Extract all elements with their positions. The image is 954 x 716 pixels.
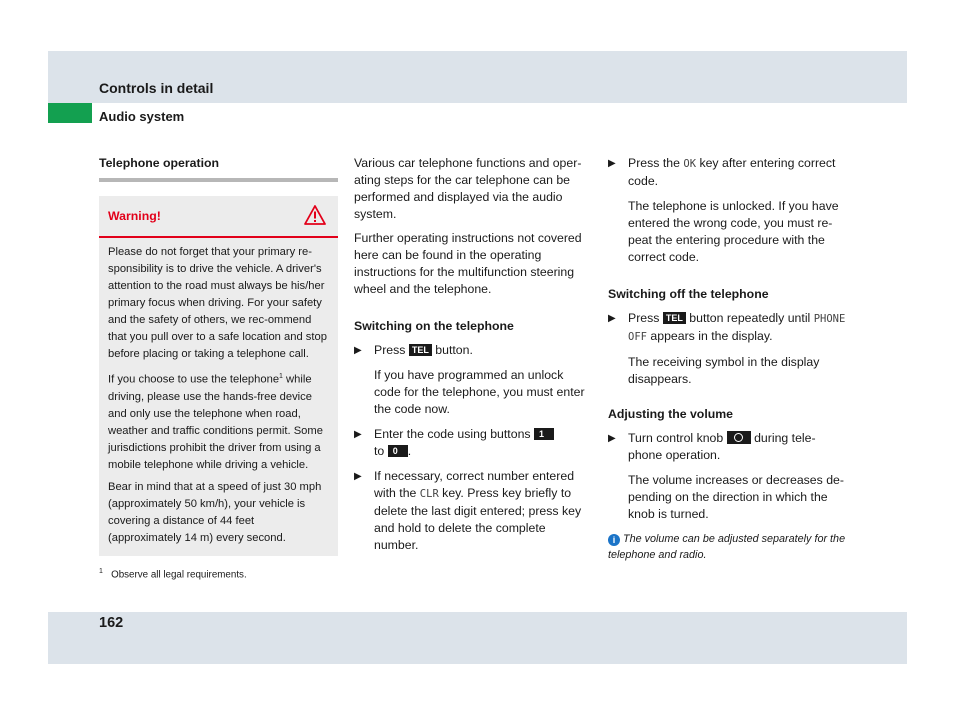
warning-text: while driving, please use the hands-free device and only use the telephone when road, weather and traffic conditions permit. Some jurisdictions prohibit the driver from using a mobile telephone while driving a vehicle. bbox=[108, 373, 323, 471]
ok-key: OK bbox=[683, 158, 697, 170]
warning-paragraph: Please do not forget that your primary re-sponsibility is to drive the vehicle. A driver's attention to the road must always be his/her primary focus when driving. For your safety and the safety of others, we rec-ommend that you pull over to a safe location and stop before placing or taking a telephone call. bbox=[108, 246, 327, 360]
switching-off-heading: Switching off the telephone bbox=[608, 287, 769, 301]
step-note: The receiving symbol in the display disappears. bbox=[628, 355, 820, 386]
display-text: PHONE OFF bbox=[628, 313, 846, 343]
warning-paragraph bbox=[108, 368, 330, 474]
intro-paragraph: Various car telephone functions and oper-ating steps for the car telephone can be performed and displayed via the audio system. bbox=[354, 156, 582, 221]
warning-paragraph: Bear in mind that at a speed of just 30 mph (approximately 50 km/h), your vehicle is covering a distance of 44 feet (approximately 14 m) every second. bbox=[108, 480, 322, 544]
step-text: to bbox=[374, 444, 388, 458]
info-note-text: The volume can be adjusted separately for the telephone and radio. bbox=[608, 533, 846, 561]
footer-band bbox=[48, 612, 907, 664]
warning-label: Warning! bbox=[108, 209, 161, 223]
step-text: Press bbox=[628, 311, 663, 325]
instruction-step bbox=[354, 468, 592, 554]
step-note: The volume increases or decreases de-pending on the direction in which the knob is turned. bbox=[628, 473, 844, 521]
intro-paragraph: Further operating instructions not covered here can be found in the operating instructions for the multifunction steering wheel and the telephone. bbox=[354, 231, 582, 296]
column-right bbox=[608, 155, 848, 563]
info-icon: i bbox=[608, 534, 620, 546]
warning-text: If you choose to use the telephone bbox=[108, 373, 280, 386]
step-text: Press the bbox=[628, 156, 684, 170]
subsection-title: Audio system bbox=[99, 109, 185, 124]
step-text: Turn control knob bbox=[628, 431, 727, 445]
warning-body bbox=[99, 238, 338, 547]
step-note: The telephone is unlocked. If you have entered the wrong code, you must re-peat the entering procedure with the correct code. bbox=[628, 199, 839, 264]
step-text: key. Press key briefly to delete the last digit entered; press key and hold to delete the complete number. bbox=[374, 486, 582, 552]
switching-on-heading: Switching on the telephone bbox=[354, 319, 514, 333]
footnote-ref: 1 bbox=[279, 373, 283, 380]
bullet-arrow-icon: ▶ bbox=[354, 471, 362, 482]
tel-key: TEL bbox=[409, 344, 432, 356]
step-text: Enter the code using buttons bbox=[374, 427, 534, 441]
bullet-arrow-icon: ▶ bbox=[354, 429, 362, 440]
step-note: If you have programmed an unlock code for the telephone, you must enter the code now. bbox=[374, 368, 585, 416]
step-text: . bbox=[407, 444, 412, 458]
step-text: If necessary, correct number entered with the bbox=[374, 469, 575, 500]
step-text: during tele-phone operation. bbox=[628, 431, 816, 462]
instruction-step bbox=[608, 430, 848, 464]
bullet-arrow-icon: ▶ bbox=[608, 158, 616, 169]
footnote-number: 1 bbox=[99, 567, 103, 575]
control-knob-icon bbox=[727, 431, 751, 444]
step-text: button repeatedly until bbox=[685, 311, 814, 325]
footnote-text: Observe all legal requirements. bbox=[111, 569, 247, 580]
step-text: Press bbox=[374, 343, 409, 357]
heading-rule bbox=[99, 178, 338, 182]
bullet-arrow-icon: ▶ bbox=[354, 345, 362, 356]
warning-header bbox=[99, 196, 338, 238]
bullet-arrow-icon: ▶ bbox=[608, 313, 616, 324]
warning-box bbox=[99, 196, 338, 556]
instruction-step bbox=[608, 155, 848, 190]
step-text: key after entering correct code. bbox=[628, 156, 836, 188]
adjusting-volume-heading: Adjusting the volume bbox=[608, 407, 734, 421]
clr-key: CLR bbox=[419, 488, 439, 500]
warning-triangle-icon bbox=[304, 205, 326, 225]
column-left bbox=[99, 155, 338, 583]
footnote bbox=[99, 563, 338, 583]
instruction-step bbox=[608, 310, 848, 346]
section-color-tab bbox=[48, 103, 92, 123]
column-middle bbox=[354, 155, 592, 562]
telephone-operation-heading: Telephone operation bbox=[99, 156, 220, 170]
step-text: button. bbox=[431, 343, 473, 357]
tel-key: TEL bbox=[663, 312, 686, 324]
key-0: 0 bbox=[388, 445, 408, 457]
step-text: appears in the display. bbox=[646, 329, 773, 343]
page-number: 162 bbox=[99, 615, 124, 631]
key-1: 1 bbox=[534, 428, 554, 440]
instruction-step bbox=[354, 342, 592, 359]
bullet-arrow-icon: ▶ bbox=[608, 433, 616, 444]
info-note bbox=[608, 531, 848, 563]
section-title: Controls in detail bbox=[99, 80, 214, 96]
instruction-step bbox=[354, 426, 592, 460]
